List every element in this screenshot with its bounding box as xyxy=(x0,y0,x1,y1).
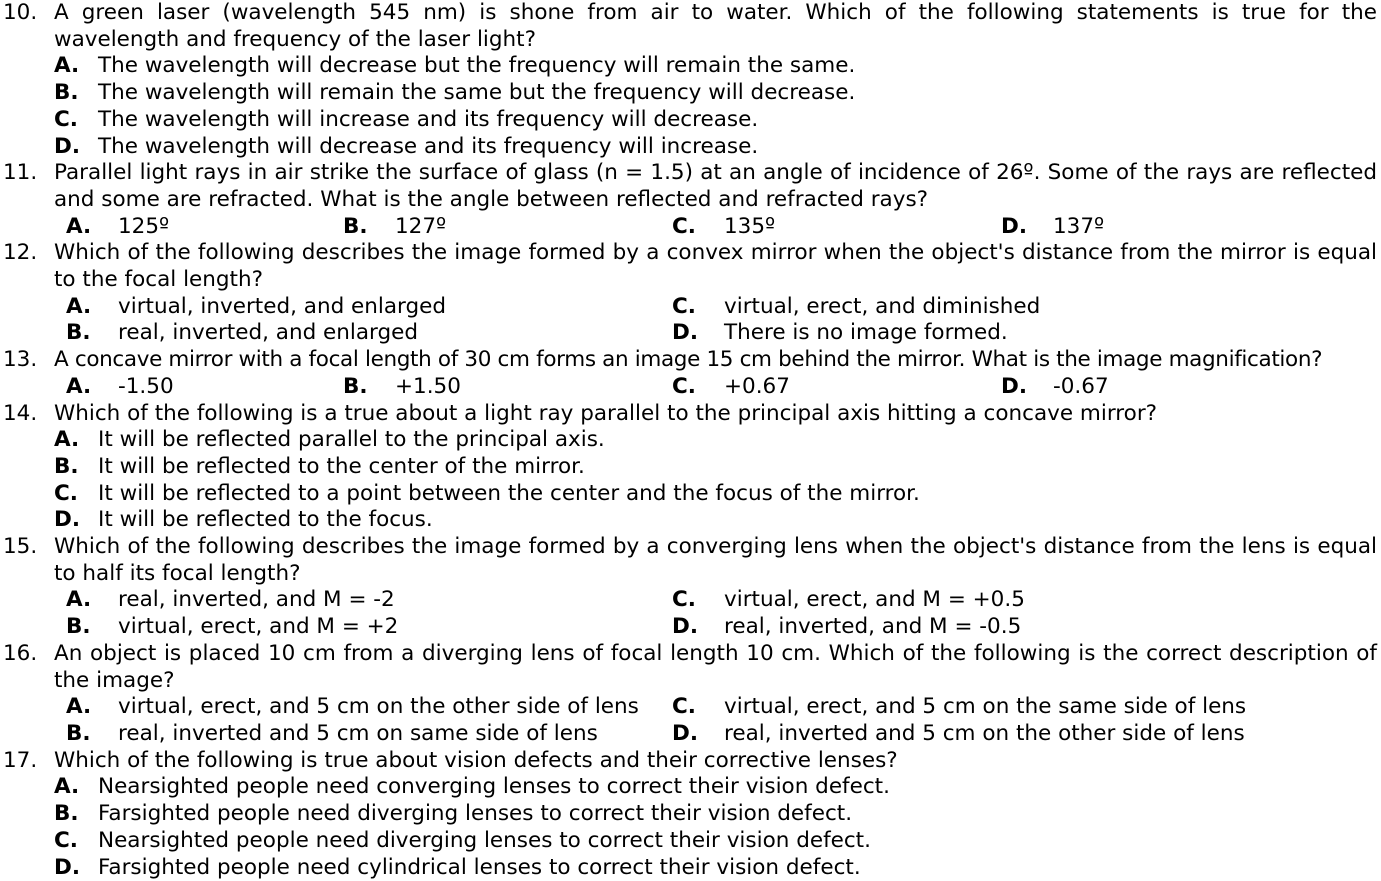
option-text: It will be reflected to the focus. xyxy=(98,507,433,534)
options-grid xyxy=(54,294,1377,347)
option-text: It will be reflected parallel to the principal axis. xyxy=(98,427,605,454)
option-c xyxy=(54,107,1377,134)
option-d xyxy=(672,320,1312,347)
question-number: 17. xyxy=(3,748,37,775)
option-letter: C. xyxy=(672,587,724,614)
option-letter: C. xyxy=(672,294,724,321)
option-letter: A. xyxy=(66,294,118,321)
option-a xyxy=(54,427,1377,454)
option-c xyxy=(672,587,1312,614)
option-letter: B. xyxy=(343,374,395,401)
option-d xyxy=(1001,214,1104,241)
question-text: A green laser (wavelength 545 nm) is shone from air to water. Which of the following statements is true for the wavelength and frequency of the laser light? xyxy=(54,0,1377,53)
option-letter: C. xyxy=(54,828,98,855)
option-a xyxy=(66,587,672,614)
option-text: Nearsighted people need converging lenses to correct their vision defect. xyxy=(98,774,890,801)
option-text: 135º xyxy=(724,214,775,241)
option-text: There is no image formed. xyxy=(724,320,1008,347)
options-grid xyxy=(54,694,1377,747)
option-a xyxy=(66,694,672,721)
option-letter: B. xyxy=(343,214,395,241)
option-text: It will be reflected to the center of the mirror. xyxy=(98,454,585,481)
option-b xyxy=(66,320,672,347)
question-number: 12. xyxy=(3,240,37,267)
option-text: -0.67 xyxy=(1053,374,1109,401)
question-text: A concave mirror with a focal length of 30 cm forms an image 15 cm behind the mirror. What is the image magnification? xyxy=(54,347,1377,374)
question-text: Which of the following is true about vision defects and their corrective lenses? xyxy=(54,748,1377,775)
question-16 xyxy=(0,641,1381,748)
option-letter: D. xyxy=(1001,214,1053,241)
option-letter: D. xyxy=(54,134,98,161)
option-letter: A. xyxy=(54,427,98,454)
option-c xyxy=(672,294,1312,321)
option-letter: D. xyxy=(54,855,98,881)
option-text: virtual, erect, and diminished xyxy=(724,294,1040,321)
option-b xyxy=(54,80,1377,107)
question-text: Which of the following describes the image formed by a converging lens when the object's distance from the lens is equal to half its focal length? xyxy=(54,534,1377,587)
question-text: Which of the following is a true about a light ray parallel to the principal axis hitting a concave mirror? xyxy=(54,401,1377,428)
option-text: real, inverted and 5 cm on same side of lens xyxy=(118,721,598,748)
option-b xyxy=(66,614,672,641)
options-list xyxy=(54,53,1377,160)
option-text: Nearsighted people need diverging lenses to correct their vision defect. xyxy=(98,828,871,855)
option-a xyxy=(54,53,1377,80)
option-letter: C. xyxy=(672,694,724,721)
option-b xyxy=(54,801,1377,828)
option-letter: B. xyxy=(54,80,98,107)
options-row xyxy=(54,374,1377,401)
question-text: Which of the following describes the image formed by a convex mirror when the object's distance from the mirror is equal to the focal length? xyxy=(54,240,1377,293)
option-letter: A. xyxy=(66,214,118,241)
question-text: Parallel light rays in air strike the surface of glass (n = 1.5) at an angle of incidence of 26º. Some of the rays are reflected and some are refracted. What is the angle between reflected and refracted rays? xyxy=(54,160,1377,213)
option-letter: B. xyxy=(54,454,98,481)
option-letter: C. xyxy=(672,214,724,241)
option-text: virtual, erect, and M = +0.5 xyxy=(724,587,1025,614)
option-text: 127º xyxy=(395,214,446,241)
question-17 xyxy=(0,748,1381,881)
option-text: virtual, erect, and 5 cm on the same side of lens xyxy=(724,694,1246,721)
option-d xyxy=(54,507,1377,534)
option-text: The wavelength will remain the same but the frequency will decrease. xyxy=(98,80,855,107)
option-letter: B. xyxy=(66,721,118,748)
question-number: 15. xyxy=(3,534,37,561)
option-letter: A. xyxy=(66,694,118,721)
question-text: An object is placed 10 cm from a diverging lens of focal length 10 cm. Which of the following is the correct description of the image? xyxy=(54,641,1377,694)
option-text: The wavelength will increase and its frequency will decrease. xyxy=(98,107,758,134)
option-c xyxy=(672,374,1001,401)
option-text: real, inverted, and enlarged xyxy=(118,320,418,347)
option-letter: D. xyxy=(672,320,724,347)
option-text: real, inverted, and M = -0.5 xyxy=(724,614,1021,641)
option-text: virtual, erect, and M = +2 xyxy=(118,614,398,641)
option-d xyxy=(54,134,1377,161)
option-letter: A. xyxy=(66,587,118,614)
option-text: -1.50 xyxy=(118,374,174,401)
option-text: Farsighted people need diverging lenses to correct their vision defect. xyxy=(98,801,852,828)
option-c xyxy=(54,481,1377,508)
option-letter: D. xyxy=(672,721,724,748)
option-text: real, inverted, and M = -2 xyxy=(118,587,395,614)
option-c xyxy=(672,214,1001,241)
option-d xyxy=(672,721,1312,748)
options-row xyxy=(54,214,1377,241)
option-a xyxy=(54,774,1377,801)
question-number: 10. xyxy=(3,0,37,27)
option-text: +1.50 xyxy=(395,374,461,401)
option-text: It will be reflected to a point between the center and the focus of the mirror. xyxy=(98,481,920,508)
option-letter: A. xyxy=(54,774,98,801)
option-text: virtual, erect, and 5 cm on the other side of lens xyxy=(118,694,639,721)
option-b xyxy=(343,374,672,401)
option-letter: D. xyxy=(1001,374,1053,401)
question-number: 11. xyxy=(3,160,37,187)
option-letter: C. xyxy=(54,481,98,508)
option-letter: A. xyxy=(54,53,98,80)
option-b xyxy=(343,214,672,241)
option-c xyxy=(54,828,1377,855)
option-a xyxy=(66,294,672,321)
option-a xyxy=(66,214,343,241)
question-12 xyxy=(0,240,1381,347)
question-number: 14. xyxy=(3,401,37,428)
option-text: Farsighted people need cylindrical lenses to correct their vision defect. xyxy=(98,855,861,881)
question-13 xyxy=(0,347,1381,400)
option-text: 137º xyxy=(1053,214,1104,241)
option-letter: D. xyxy=(54,507,98,534)
option-letter: B. xyxy=(54,801,98,828)
option-letter: C. xyxy=(672,374,724,401)
option-letter: D. xyxy=(672,614,724,641)
option-a xyxy=(66,374,343,401)
question-number: 16. xyxy=(3,641,37,668)
question-11 xyxy=(0,160,1381,240)
option-d xyxy=(1001,374,1109,401)
option-letter: B. xyxy=(66,614,118,641)
options-list xyxy=(54,774,1377,881)
option-letter: A. xyxy=(66,374,118,401)
option-text: 125º xyxy=(118,214,169,241)
option-letter: B. xyxy=(66,320,118,347)
option-text: virtual, inverted, and enlarged xyxy=(118,294,446,321)
option-text: +0.67 xyxy=(724,374,790,401)
option-d xyxy=(672,614,1312,641)
option-text: The wavelength will decrease but the frequency will remain the same. xyxy=(98,53,855,80)
option-b xyxy=(66,721,672,748)
option-b xyxy=(54,454,1377,481)
options-list xyxy=(54,427,1377,534)
question-15 xyxy=(0,534,1381,641)
question-10 xyxy=(0,0,1381,160)
option-text: real, inverted and 5 cm on the other side of lens xyxy=(724,721,1245,748)
option-d xyxy=(54,855,1377,881)
option-text: The wavelength will decrease and its frequency will increase. xyxy=(98,134,758,161)
option-letter: C. xyxy=(54,107,98,134)
question-number: 13. xyxy=(3,347,37,374)
option-c xyxy=(672,694,1312,721)
question-14 xyxy=(0,401,1381,535)
options-grid xyxy=(54,587,1377,640)
